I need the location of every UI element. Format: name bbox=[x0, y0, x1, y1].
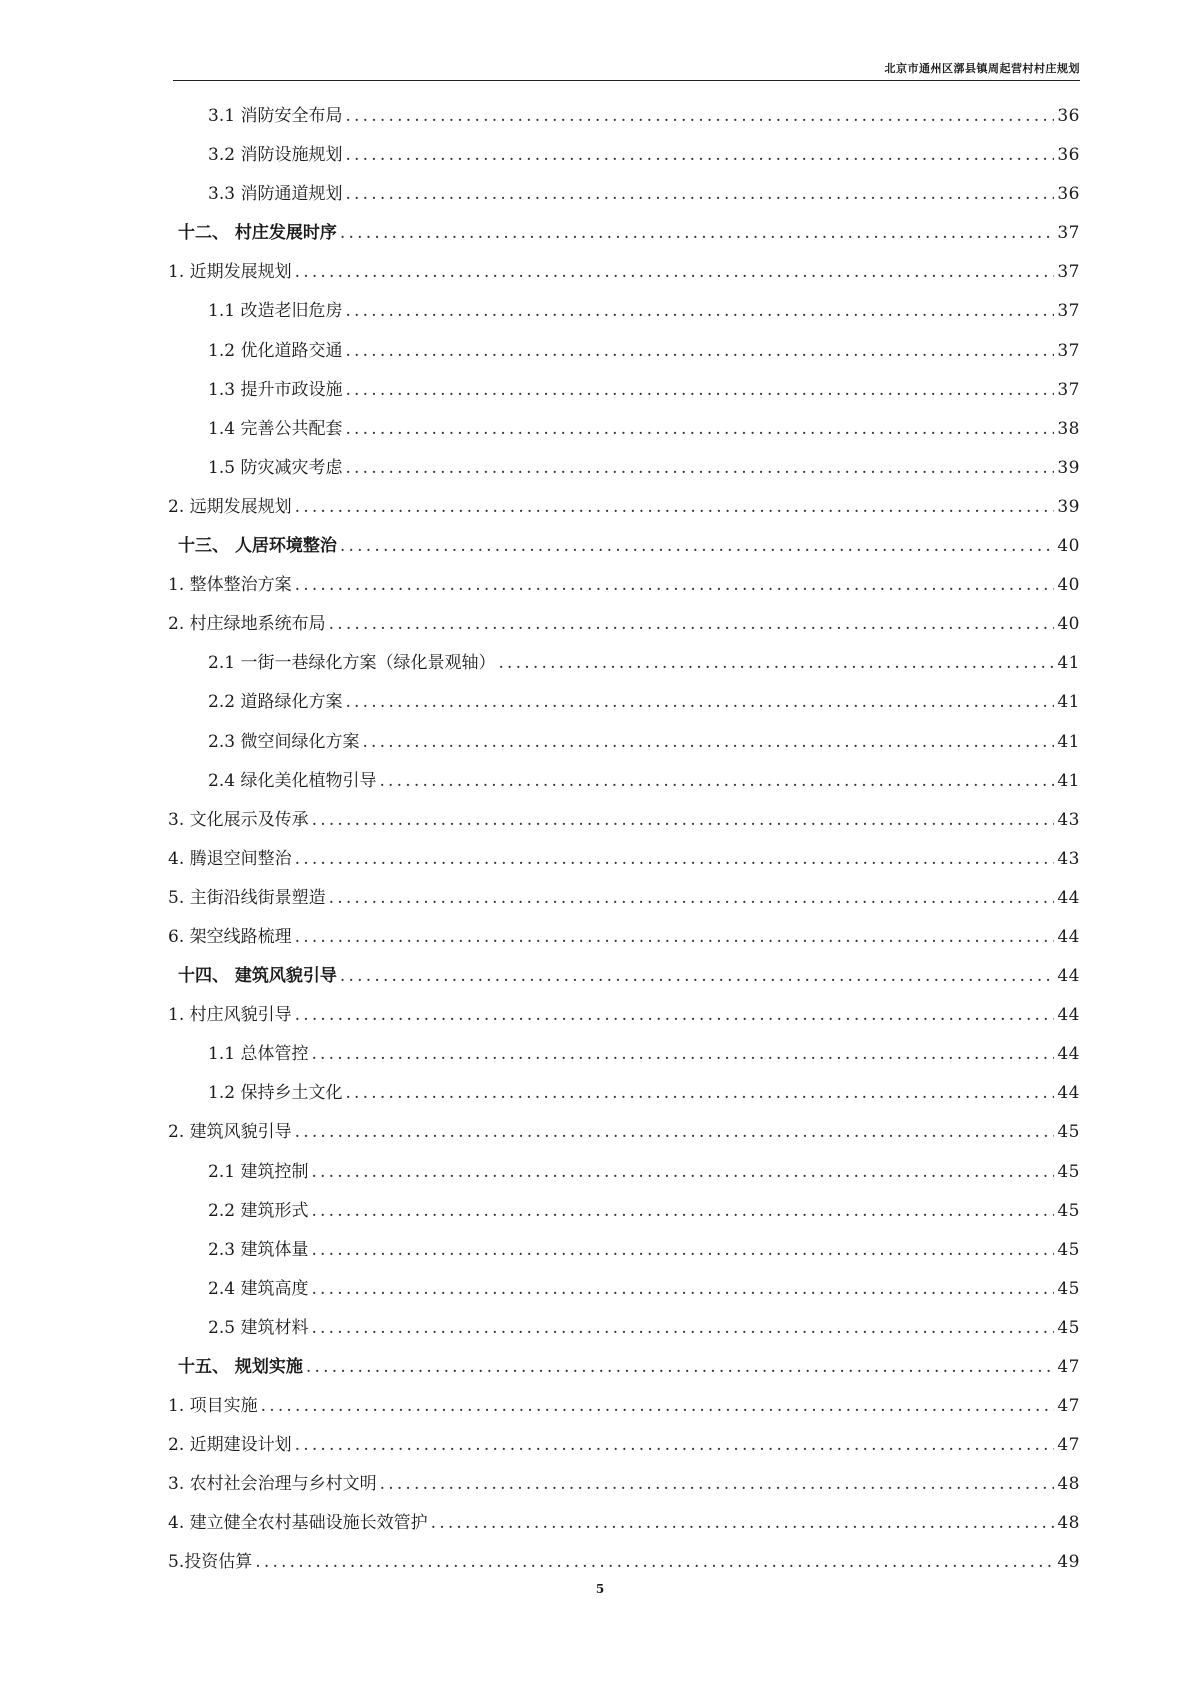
toc-entry-label: 2.1 一街一巷绿化方案（绿化景观轴） bbox=[208, 653, 496, 674]
toc-dot-leader bbox=[345, 371, 1054, 410]
toc-entry-page: 41 bbox=[1057, 770, 1080, 791]
toc-entry-label: 2.4 建筑高度 bbox=[208, 1278, 309, 1299]
toc-entry-label: 3.1 消防安全布局 bbox=[208, 106, 343, 126]
toc-entry-page: 37 bbox=[1057, 223, 1080, 244]
toc-dot-leader bbox=[311, 1231, 1054, 1270]
toc-entry-label: 2.2 建筑形式 bbox=[208, 1200, 309, 1221]
toc-entry-page: 45 bbox=[1057, 1200, 1080, 1221]
toc-entry-label: 1.4 完善公共配套 bbox=[208, 418, 343, 439]
toc-dot-leader bbox=[255, 1543, 1054, 1582]
toc-chapter-entry[interactable] bbox=[168, 214, 1080, 253]
toc-dot-leader bbox=[311, 1309, 1054, 1348]
toc-entry-page: 39 bbox=[1057, 496, 1080, 517]
toc-entry-page: 48 bbox=[1057, 1513, 1080, 1534]
toc-dot-leader bbox=[379, 762, 1054, 801]
toc-dot-leader bbox=[340, 957, 1054, 996]
toc-entry-label: 1. 近期发展规划 bbox=[168, 262, 292, 283]
toc-entry-page: 36 bbox=[1057, 106, 1080, 126]
toc-entry[interactable] bbox=[168, 1113, 1080, 1152]
toc-entry-page: 47 bbox=[1057, 1396, 1080, 1417]
toc-entry[interactable] bbox=[168, 410, 1080, 449]
toc-dot-leader bbox=[362, 723, 1054, 762]
toc-entry-page: 47 bbox=[1057, 1435, 1080, 1456]
toc-entry[interactable] bbox=[168, 683, 1080, 722]
toc-entry-label: 2.1 建筑控制 bbox=[208, 1161, 309, 1182]
toc-entry[interactable] bbox=[168, 605, 1080, 644]
toc-dot-leader bbox=[295, 253, 1055, 292]
toc-entry-page: 39 bbox=[1057, 457, 1080, 478]
toc-entry-page: 44 bbox=[1057, 887, 1080, 908]
toc-entry-page: 44 bbox=[1057, 926, 1080, 947]
toc-entry[interactable] bbox=[168, 253, 1080, 292]
toc-entry-label: 3. 文化展示及传承 bbox=[168, 809, 309, 830]
toc-entry[interactable] bbox=[168, 449, 1080, 488]
toc-entry[interactable] bbox=[168, 292, 1080, 331]
toc-entry[interactable] bbox=[168, 175, 1080, 214]
toc-entry[interactable] bbox=[168, 332, 1080, 371]
toc-entry[interactable] bbox=[168, 566, 1080, 605]
toc-entry-label: 3.3 消防通道规划 bbox=[208, 184, 343, 205]
toc-entry[interactable] bbox=[168, 1035, 1080, 1074]
page-number: 5 bbox=[595, 1582, 605, 1596]
toc-entry-page: 47 bbox=[1057, 1357, 1080, 1377]
toc-entry-label: 1.2 保持乡土文化 bbox=[208, 1083, 343, 1104]
toc-entry-label: 1. 整体整治方案 bbox=[168, 575, 292, 596]
toc-entry[interactable] bbox=[168, 723, 1080, 762]
toc-dot-leader bbox=[340, 214, 1054, 253]
toc-entry[interactable] bbox=[168, 644, 1080, 683]
toc-entry-label: 2.3 微空间绿化方案 bbox=[208, 731, 360, 752]
toc-entry[interactable] bbox=[168, 1153, 1080, 1192]
toc-dot-leader bbox=[345, 410, 1054, 449]
toc-entry-page: 43 bbox=[1057, 809, 1080, 830]
toc-entry[interactable] bbox=[168, 1543, 1080, 1582]
toc-entry-page: 44 bbox=[1057, 1005, 1080, 1026]
toc-entry[interactable] bbox=[168, 1192, 1080, 1231]
toc-dot-leader bbox=[295, 488, 1055, 527]
toc-dot-leader bbox=[345, 136, 1054, 175]
toc-entry-page: 44 bbox=[1057, 1044, 1080, 1065]
toc-entry-label: 2.5 建筑材料 bbox=[208, 1317, 309, 1338]
toc-entry-label: 2. 近期建设计划 bbox=[168, 1435, 292, 1456]
toc-entry-page: 40 bbox=[1057, 614, 1080, 635]
toc-entry-page: 48 bbox=[1057, 1474, 1080, 1495]
toc-dot-leader bbox=[311, 1035, 1054, 1074]
table-of-contents bbox=[168, 97, 1080, 1583]
toc-entry-page: 37 bbox=[1057, 301, 1080, 322]
toc-dot-leader bbox=[295, 566, 1055, 605]
toc-entry-label: 1.2 优化道路交通 bbox=[208, 340, 343, 361]
running-header bbox=[173, 60, 1080, 81]
toc-entry-page: 37 bbox=[1057, 340, 1080, 361]
toc-entry[interactable] bbox=[168, 1465, 1080, 1504]
toc-entry-page: 37 bbox=[1057, 262, 1080, 283]
toc-entry[interactable] bbox=[168, 801, 1080, 840]
toc-entry[interactable] bbox=[168, 996, 1080, 1035]
toc-dot-leader bbox=[311, 1192, 1054, 1231]
toc-entry-label: 6. 架空线路梳理 bbox=[168, 926, 292, 947]
toc-entry-page: 45 bbox=[1057, 1239, 1080, 1260]
toc-entry-page: 36 bbox=[1057, 145, 1080, 166]
toc-dot-leader bbox=[345, 1074, 1054, 1113]
toc-entry-label: 1.1 总体管控 bbox=[208, 1044, 309, 1065]
toc-dot-leader bbox=[261, 1387, 1055, 1426]
toc-entry-page: 41 bbox=[1057, 731, 1080, 752]
toc-entry-page: 45 bbox=[1057, 1122, 1080, 1143]
toc-entry-page: 40 bbox=[1057, 575, 1080, 596]
toc-dot-leader bbox=[295, 996, 1055, 1035]
toc-entry-label: 十二、 村庄发展时序 bbox=[178, 223, 337, 244]
toc-chapter-entry[interactable] bbox=[168, 527, 1080, 566]
toc-entry-label: 2.3 建筑体量 bbox=[208, 1239, 309, 1260]
toc-entry-label: 十四、 建筑风貌引导 bbox=[178, 966, 337, 987]
toc-entry-label: 1. 村庄风貌引导 bbox=[168, 1005, 292, 1026]
toc-entry-page: 45 bbox=[1057, 1278, 1080, 1299]
toc-entry[interactable] bbox=[168, 1504, 1080, 1543]
toc-entry-label: 5.投资估算 bbox=[168, 1552, 253, 1573]
toc-dot-leader bbox=[311, 1270, 1054, 1309]
toc-entry[interactable] bbox=[168, 1309, 1080, 1348]
toc-entry-label: 2. 远期发展规划 bbox=[168, 496, 292, 517]
toc-entry-page: 43 bbox=[1057, 848, 1080, 869]
toc-entry-label: 4. 建立健全农村基础设施长效管护 bbox=[168, 1513, 428, 1534]
toc-dot-leader bbox=[340, 527, 1054, 566]
toc-dot-leader bbox=[311, 1153, 1054, 1192]
toc-dot-leader bbox=[295, 840, 1055, 879]
toc-entry[interactable] bbox=[168, 1270, 1080, 1309]
toc-entry-page: 40 bbox=[1057, 536, 1080, 557]
toc-entry-page: 41 bbox=[1057, 653, 1080, 674]
toc-entry[interactable] bbox=[168, 1426, 1080, 1465]
toc-entry[interactable] bbox=[168, 97, 1080, 136]
toc-dot-leader bbox=[345, 175, 1054, 214]
toc-dot-leader bbox=[345, 683, 1054, 722]
toc-dot-leader bbox=[345, 97, 1054, 136]
toc-entry[interactable] bbox=[168, 879, 1080, 918]
toc-entry-label: 4. 腾退空间整治 bbox=[168, 848, 292, 869]
toc-entry[interactable] bbox=[168, 488, 1080, 527]
toc-chapter-entry[interactable] bbox=[168, 1348, 1080, 1387]
toc-entry-label: 1.5 防灾减灾考虑 bbox=[208, 457, 343, 478]
toc-entry[interactable] bbox=[168, 840, 1080, 879]
toc-chapter-entry[interactable] bbox=[168, 957, 1080, 996]
toc-entry[interactable] bbox=[168, 918, 1080, 957]
toc-entry-label: 3.2 消防设施规划 bbox=[208, 145, 343, 166]
toc-entry-page: 44 bbox=[1057, 1083, 1080, 1104]
toc-entry-label: 2.4 绿化美化植物引导 bbox=[208, 770, 377, 791]
toc-dot-leader bbox=[431, 1504, 1055, 1543]
toc-dot-leader bbox=[295, 1426, 1055, 1465]
toc-entry-label: 2. 村庄绿地系统布局 bbox=[168, 614, 326, 635]
toc-entry-page: 37 bbox=[1057, 379, 1080, 400]
toc-dot-leader bbox=[345, 332, 1054, 371]
toc-dot-leader bbox=[498, 644, 1054, 683]
toc-entry[interactable] bbox=[168, 1231, 1080, 1270]
toc-entry-page: 45 bbox=[1057, 1161, 1080, 1182]
toc-entry[interactable] bbox=[168, 371, 1080, 410]
toc-dot-leader bbox=[295, 918, 1055, 957]
toc-entry-page: 41 bbox=[1057, 692, 1080, 713]
toc-entry-label: 1.1 改造老旧危房 bbox=[208, 301, 343, 322]
toc-entry-label: 1. 项目实施 bbox=[168, 1396, 258, 1417]
toc-entry-label: 2. 建筑风貌引导 bbox=[168, 1122, 292, 1143]
toc-entry-label: 3. 农村社会治理与乡村文明 bbox=[168, 1474, 377, 1495]
toc-entry-label: 十三、 人居环境整治 bbox=[178, 536, 337, 557]
toc-entry-page: 45 bbox=[1057, 1317, 1080, 1338]
toc-entry-label: 5. 主街沿线街景塑造 bbox=[168, 887, 326, 908]
toc-entry-page: 49 bbox=[1057, 1552, 1080, 1573]
toc-entry-page: 36 bbox=[1057, 184, 1080, 205]
toc-dot-leader bbox=[312, 801, 1055, 840]
toc-entry-page: 44 bbox=[1057, 966, 1080, 987]
toc-dot-leader bbox=[345, 449, 1054, 488]
toc-dot-leader bbox=[329, 879, 1055, 918]
toc-dot-leader bbox=[295, 1113, 1055, 1152]
toc-entry-label: 2.2 道路绿化方案 bbox=[208, 692, 343, 713]
toc-dot-leader bbox=[345, 292, 1054, 331]
toc-dot-leader bbox=[380, 1465, 1055, 1504]
toc-entry-page: 38 bbox=[1057, 418, 1080, 439]
toc-entry[interactable] bbox=[168, 1387, 1080, 1426]
toc-dot-leader bbox=[306, 1348, 1054, 1387]
toc-dot-leader bbox=[329, 605, 1055, 644]
toc-entry[interactable] bbox=[168, 1074, 1080, 1113]
toc-entry[interactable] bbox=[168, 762, 1080, 801]
document-title: 北京市通州区漷县镇周起营村村庄规划 bbox=[884, 62, 1080, 75]
toc-entry-label: 1.3 提升市政设施 bbox=[208, 379, 343, 400]
toc-entry-label: 十五、 规划实施 bbox=[178, 1357, 303, 1377]
toc-entry[interactable] bbox=[168, 136, 1080, 175]
